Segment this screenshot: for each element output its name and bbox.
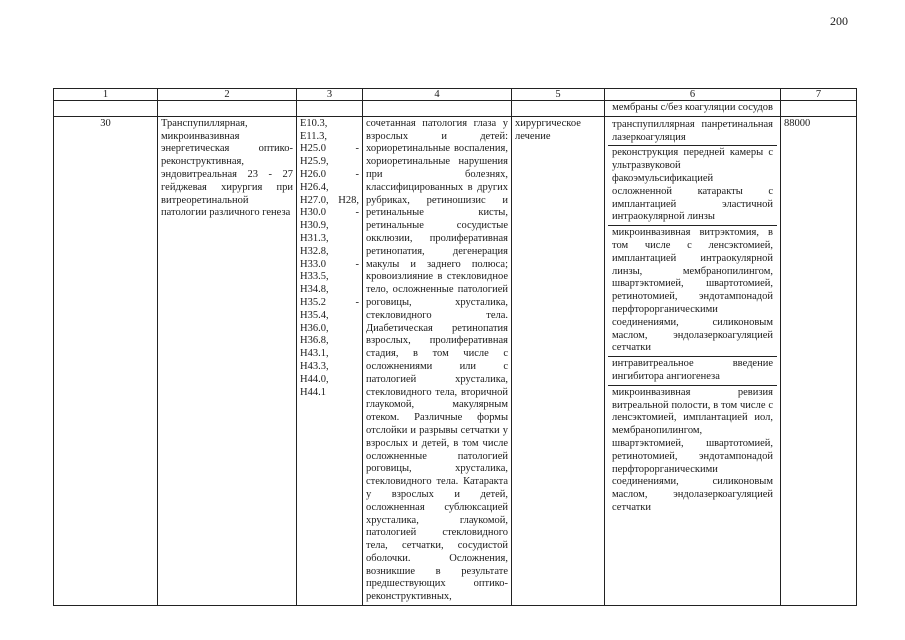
icd-code-line bbox=[300, 156, 359, 169]
header-cell: 4 bbox=[363, 89, 512, 101]
icd-code: H36.8, bbox=[300, 335, 329, 347]
icd-code: H44.0, bbox=[300, 373, 329, 385]
icd-code: H28, bbox=[338, 194, 359, 206]
header-cell: 3 bbox=[297, 89, 363, 101]
icd-code-line bbox=[300, 131, 359, 144]
header-cell: 7 bbox=[781, 89, 857, 101]
icd-code: - bbox=[355, 168, 359, 180]
icd-code: H33.0 bbox=[300, 258, 326, 270]
header-row bbox=[54, 89, 857, 101]
header-cell: 5 bbox=[512, 89, 605, 101]
icd-code-line bbox=[300, 310, 359, 323]
treatment-method: микроинвазивная витрэктомия, в том числе с ленсэктомией, имплантацией интраокулярной линзы, мембранопилингом, швартэктомией, швартотомией, ретинотомией, эндотампонадой перфторорганическими соединениями, силиконовым маслом, эндолазеркоагуляцией сетчатки bbox=[608, 226, 777, 357]
icd-code: H43.3, bbox=[300, 360, 329, 372]
icd-code-line bbox=[300, 195, 359, 208]
table-row bbox=[54, 116, 857, 605]
icd-code: H35.2 bbox=[300, 296, 326, 308]
icd-code: - bbox=[355, 143, 359, 155]
treatment-method: интравитреальное введение ингибитора ангиогенеза bbox=[608, 357, 777, 386]
icd-code: - bbox=[355, 296, 359, 308]
icd-code: - bbox=[355, 207, 359, 219]
icd-code: H35.4, bbox=[300, 309, 329, 321]
icd-code-line bbox=[300, 361, 359, 374]
icd-code: H44.1 bbox=[300, 386, 326, 398]
icd-code-line bbox=[300, 348, 359, 361]
icd-code-line bbox=[300, 220, 359, 233]
icd-code: H26.4, bbox=[300, 181, 329, 193]
icd-code-line bbox=[300, 118, 359, 131]
row-number: 30 bbox=[54, 116, 158, 605]
treatment-method: транспупиллярная панретинальная лазеркоагуляция bbox=[608, 118, 777, 147]
icd-code-line bbox=[300, 374, 359, 387]
icd-code: H32.8, bbox=[300, 245, 329, 257]
icd-code: E11.3, bbox=[300, 130, 328, 142]
icd-code-line bbox=[300, 259, 359, 272]
icd-code: H34.8, bbox=[300, 284, 329, 296]
icd-code-line bbox=[300, 169, 359, 182]
icd-code: H36.0, bbox=[300, 322, 329, 334]
icd-code: H26.0 bbox=[300, 168, 326, 180]
icd-code-line bbox=[300, 143, 359, 156]
patient-model: сочетанная патология глаза у взрослых и детей: хориоретинальные воспаления, хориоретинальные нарушения при болезнях, классифицированных в других рубриках, ретиношизис и ретинальные кисты, ретинальные сосудистые окклюзии, пролиферативная ретинопатия, дегенерация макулы и заднего полюса; кровоизлияние в стекловидное тело, осложненные патологией роговицы, хрусталика, стекловидного тела. Диабетическая ретинопатия взрослых, пролиферативная стадия, в том числе с осложнениями или с патологией хрусталика, стекловидного тела, вторичной глаукомой, макулярным отеком. Различные формы отслойки и разрывы сетчатки у взрослых и детей, в том числе осложненные патологией роговицы, хрусталика, стекловидного тела. Катаракта у взрослых и детей, осложненная сублюксацией хрусталика, глаукомой, патологией стекловидного тела, сетчатки, сосудистой оболочки. Осложнения, возникшие в результате предшествующих оптико-реконструктивных, bbox=[363, 116, 512, 605]
header-cell: 6 bbox=[605, 89, 781, 101]
icd-code: H30.9, bbox=[300, 220, 329, 232]
icd-code: H25.9, bbox=[300, 156, 329, 168]
icd-code-line bbox=[300, 323, 359, 336]
icd-code: H27.0, bbox=[300, 194, 329, 206]
treatment-methods bbox=[605, 116, 781, 605]
icd-code-line bbox=[300, 284, 359, 297]
cost-value: 88000 bbox=[781, 116, 857, 605]
icd-code-line bbox=[300, 182, 359, 195]
continuation-row bbox=[54, 101, 857, 117]
icd-code-line bbox=[300, 335, 359, 348]
procedure-name: Транспупиллярная, микроинвазивная энергетическая оптико-реконструктивная, эндовитреальная 23 - 27 гейджевая хирургия при витреоретинальной патологии различного генеза bbox=[158, 116, 297, 605]
procedures-table bbox=[53, 88, 857, 606]
icd-codes bbox=[297, 116, 363, 605]
header-cell: 1 bbox=[54, 89, 158, 101]
icd-code-line bbox=[300, 246, 359, 259]
page-number: 200 bbox=[830, 14, 848, 28]
icd-code: H43.1, bbox=[300, 348, 329, 360]
icd-code: - bbox=[355, 258, 359, 270]
icd-code-line bbox=[300, 271, 359, 284]
icd-code: H30.0 bbox=[300, 207, 326, 219]
treatment-type: хирургическое лечение bbox=[512, 116, 605, 605]
icd-code: H33.5, bbox=[300, 271, 329, 283]
continuation-method: мембраны с/без коагуляции сосудов bbox=[605, 101, 781, 117]
icd-code: E10.3, bbox=[300, 117, 328, 129]
icd-code: H31.3, bbox=[300, 232, 329, 244]
icd-code-line bbox=[300, 207, 359, 220]
icd-code-line bbox=[300, 297, 359, 310]
icd-code: H25.0 bbox=[300, 143, 326, 155]
icd-code-line bbox=[300, 387, 359, 400]
icd-code-line bbox=[300, 233, 359, 246]
header-cell: 2 bbox=[158, 89, 297, 101]
treatment-method: микроинвазивная ревизия витреальной полости, в том числе с ленсэктомией, имплантацией иол, мембранопилингом, швартэктомией, швартотомией, ретинотомией, эндотампонадой перфторорганическими соединениями, силиконовым маслом, эндолазеркоагуляцией сетчатки bbox=[612, 386, 773, 513]
treatment-method: реконструкция передней камеры с ультразвуковой факоэмульсификацией осложненной катаракты с имплантацией эластичной интраокулярной линзы bbox=[608, 146, 777, 226]
